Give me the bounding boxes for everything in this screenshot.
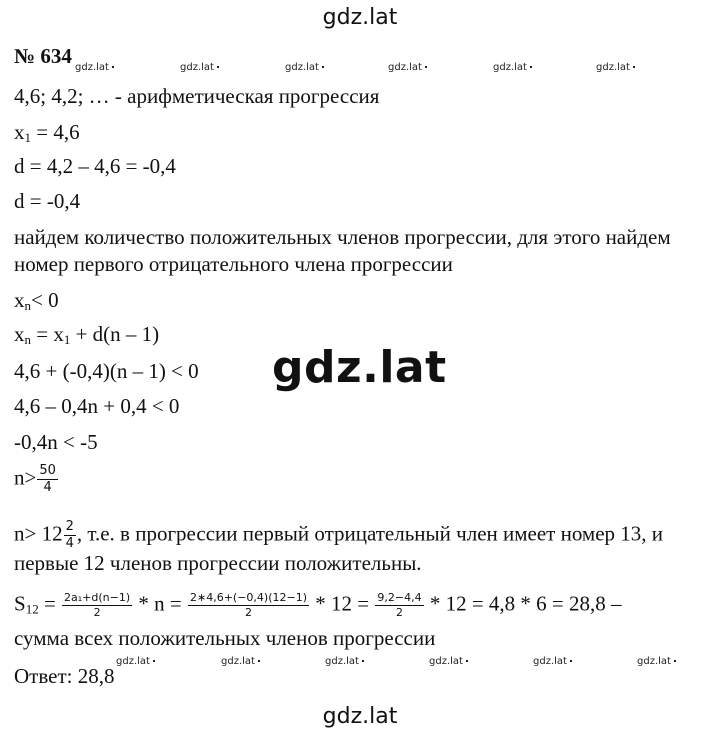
small-watermark: gdz.lat xyxy=(388,62,427,73)
fraction: $\frac{2∗4,6+(-0,4)(12-1)}{2}$ xyxy=(190,591,308,620)
simplification-line: -0,4n < -5 xyxy=(14,430,98,454)
n-fraction-inequality: n> $\frac{50}{4}$ xyxy=(14,463,56,496)
small-watermark: gdz.lat xyxy=(116,656,155,667)
fraction: $\frac{\text{2a₁+d(n−1)}}{2}$ xyxy=(64,591,131,620)
small-watermark: gdz.lat xyxy=(637,656,676,667)
first-term-line: $x_1 = 4,6$ xyxy=(14,120,80,145)
watermark-center: gdz.lat xyxy=(272,342,447,393)
fraction: $\frac{50}{4}$ xyxy=(39,463,56,496)
difference-calculation: d = 4,2 – 4,6 = -0,4 xyxy=(14,154,176,178)
explanation-text-2: номер первого отрицательного члена прогрессии xyxy=(14,252,453,276)
sum-description: сумма всех положительных членов прогрессии xyxy=(14,626,436,650)
small-watermark: gdz.lat xyxy=(285,62,324,73)
conclusion-text: первые 12 членов прогрессии положительны. xyxy=(14,551,422,575)
fraction: $\frac{2}{4}$ xyxy=(65,519,74,552)
difference-value: d = -0,4 xyxy=(14,189,81,213)
small-watermark: gdz.lat xyxy=(180,62,219,73)
substitution-line: 4,6 + (-0,4)(n – 1) < 0 xyxy=(14,359,199,383)
small-watermark: gdz.lat xyxy=(221,656,260,667)
small-watermark: gdz.lat xyxy=(325,656,364,667)
small-watermark: gdz.lat xyxy=(75,62,114,73)
progression-statement: 4,6; 4,2; … - арифметическая прогрессия xyxy=(14,84,380,108)
general-term-formula: $x_n = x_1 + d(n - 1)$ xyxy=(14,322,160,347)
watermark-top: gdz.lat xyxy=(322,5,398,30)
sum-formula-line: $S_{12}$ = $\frac{\text{2a₁+d(n−1)}}{2}$ * n = $\frac{2∗4,6+(-0,4)(12-1)}{2}$ * 12 = $\frac{9,2-4,4}{2}$ * 12 = 4,8 * 6 = 28,8 – xyxy=(14,591,622,620)
answer-line: Ответ: 28,8 xyxy=(14,664,115,688)
small-watermark: gdz.lat xyxy=(596,62,635,73)
expansion-line: 4,6 – 0,4n + 0,4 < 0 xyxy=(14,394,180,418)
problem-number: № 634 xyxy=(14,44,72,68)
negative-term-inequality: $x_n< 0$ xyxy=(14,288,59,313)
watermark-bottom: gdz.lat xyxy=(322,704,398,729)
fraction: $\frac{9,2-4,4}{2}$ xyxy=(377,591,422,620)
explanation-text-1: найдем количество положительных членов прогрессии, для этого найдем xyxy=(14,225,671,249)
small-watermark: gdz.lat xyxy=(533,656,572,667)
small-watermark: gdz.lat xyxy=(493,62,532,73)
small-watermark: gdz.lat xyxy=(429,656,468,667)
n-mixed-inequality: n> 12 $\frac{2}{4}$ , т.е. в прогрессии первый отрицательный член имеет номер 13, и xyxy=(14,519,664,552)
